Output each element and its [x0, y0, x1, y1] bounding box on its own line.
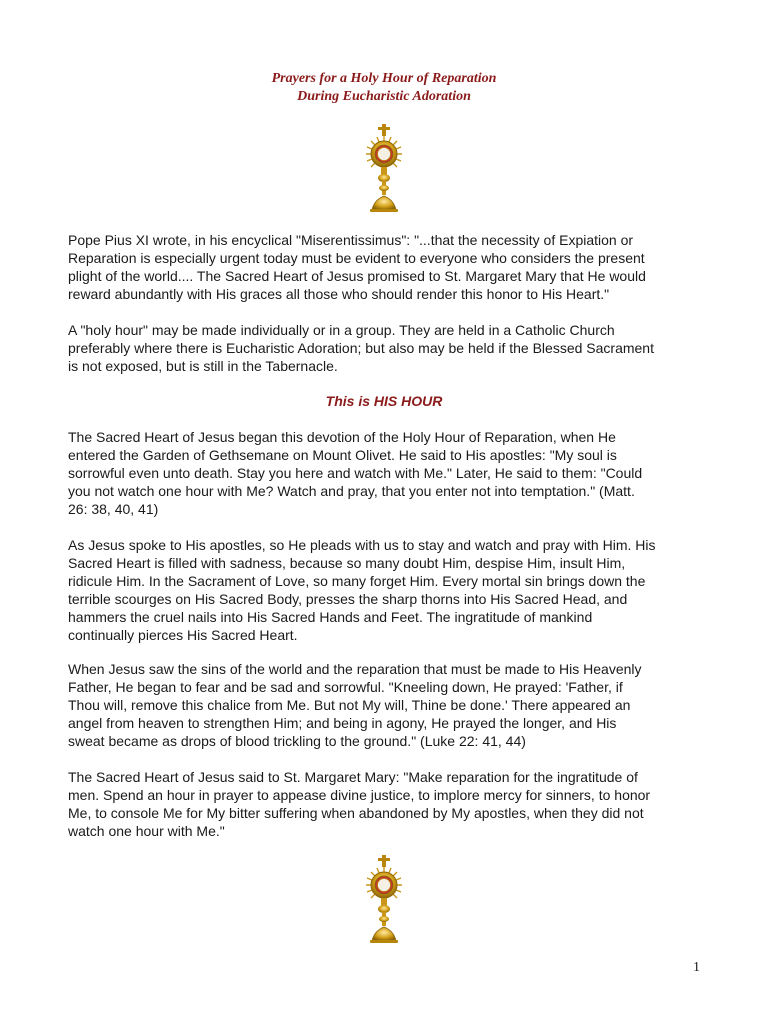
document-title-line-2: During Eucharistic Adoration	[297, 89, 471, 104]
section-heading: This is HIS HOUR	[325, 393, 443, 409]
monstrance-icon	[364, 855, 404, 945]
paragraph-encyclical-quote: Pope Pius XI wrote, in his encyclical "Miserentissimus": "...that the necessity of Expiation or Reparation is especially urgent today must be evident to everyone who considers the present plight of the world.... The Sacred Heart of Jesus promised to St. Margaret Mary that He would reward abundantly with His graces all those who should render this honor to His Heart."	[68, 232, 646, 302]
document-title-line-1: Prayers for a Holy Hour of Reparation	[271, 71, 497, 86]
page-number: 1	[693, 960, 700, 975]
paragraph-sins-of-world: When Jesus saw the sins of the world and the reparation that must be made to His Heavenly Father, He began to fear and be sad and sorrowful. "Kneeling down, He prayed: 'Father, if Thou will, remove this chalice from Me. But not My will, Thine be done.' There appeared an angel from heaven to strengthen Him; and being in agony, He prayed the longer, and His sweat became as drops of blood trickling to the ground." (Luke 22: 41, 44)	[68, 661, 642, 749]
monstrance-icon	[364, 124, 404, 214]
paragraph-holy-hour-intro: A "holy hour" may be made individually or in a group. They are held in a Catholic Church preferably where there is Eucharistic Adoration; but also may be held if the Blessed Sacrament is not exposed, but is still in the Tabernacle.	[68, 322, 654, 374]
paragraph-margaret-mary: The Sacred Heart of Jesus said to St. Margaret Mary: "Make reparation for the ingratitude of men. Spend an hour in prayer to appease divine justice, to implore mercy for sinners, to honor Me, to console Me for My bitter suffering when abandoned by My apostles, when they did not watch one hour with Me."	[68, 769, 651, 839]
paragraph-apostles: As Jesus spoke to His apostles, so He pleads with us to stay and watch and pray with Him. His Sacred Heart is filled with sadness, because so many doubt Him, despise Him, insult Him, ridicule Him. In the Sacrament of Love, so many forget Him. Every mortal sin brings down the terrible scourges on His Sacred Body, presses the sharp thorns into His Sacred Head, and hammers the cruel nails into His Sacred Hands and Feet. The ingratitude of mankind continually pierces His Sacred Heart.	[68, 537, 656, 643]
paragraph-gethsemane: The Sacred Heart of Jesus began this devotion of the Holy Hour of Reparation, when He entered the Garden of Gethsemane on Mount Olivet. He said to His apostles: "My soul is sorrowful even unto death. Stay you here and watch with Me." Later, He said to them: "Could you not watch one hour with Me? Watch and pray, that you enter not into temptation." (Matt. 26: 38, 40, 41)	[68, 429, 643, 517]
